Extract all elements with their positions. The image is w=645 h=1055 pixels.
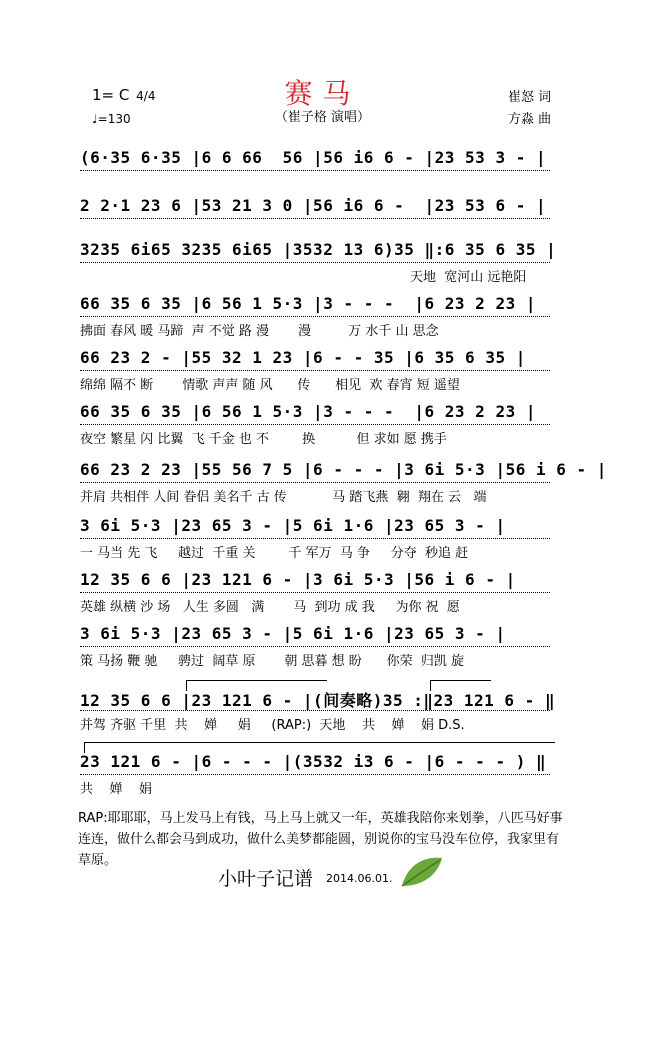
notes-line: (6·35 6·35 |6 6 66 56 |56 i6 6 - |23 53 3 - | (80, 148, 547, 167)
notes-line: 12 35 6 6 |23 121 6 - |3 6i 5·3 |56 i 6 - | (80, 570, 516, 589)
volta-bracket (430, 680, 491, 691)
rap-text: RAP:耶耶耶，马上发马上有钱，马上马上就又一年，英雄我陪你来划拳，八匹马好事连连，做什么都会马到成功，做什么美梦都能圆，别说你的宝马没车位停，我家里有草原。 (78, 811, 563, 868)
beam-line (80, 262, 550, 263)
notes-line: 23 121 6 - |6 - - - |(3532 i3 6 - |6 - - - ) ‖ (80, 752, 547, 771)
notes-line: 66 35 6 35 |6 56 1 5·3 |3 - - - |6 23 2 23 | (80, 402, 536, 421)
notes-line: 66 23 2 - |55 32 1 23 |6 - - 35 |6 35 6 35 | (80, 348, 526, 367)
lyrics-line: 并驾 齐驱 千里 共 婵 娟 (RAP:) 天地 共 婵 娟 D.S. (80, 718, 465, 733)
beam-line (80, 646, 550, 647)
lyrics-line: 拂面 春风 暖 马蹄 声 不觉 路 漫 漫 万 水千 山 思念 (80, 324, 439, 339)
notes-line: 66 23 2 23 |55 56 7 5 |6 - - - |3 6i 5·3 |56 i 6 - | (80, 460, 607, 479)
volta-bracket (84, 742, 555, 753)
lyrics-line: 一 马当 先 飞 越过 千重 关 千 军万 马 争 分夺 秒追 赶 (80, 546, 469, 561)
notes-line: 3 6i 5·3 |23 65 3 - |5 6i 1·6 |23 65 3 - | (80, 516, 506, 535)
notes-line: 2 2·1 23 6 |53 21 3 0 |56 i6 6 - |23 53 6 - | (80, 196, 547, 215)
beam-line (80, 710, 550, 711)
beam-line (80, 592, 550, 593)
beam-line (80, 370, 550, 371)
lyrics-line: 绵绵 隔不 断 情歌 声声 随 风 传 相见 欢 春宵 短 遥望 (80, 378, 460, 393)
beam-line (80, 316, 550, 317)
key-signature (92, 86, 155, 104)
leaf-icon (398, 852, 446, 892)
lyrics-line: 夜空 繁星 闪 比翼 飞 千金 也 不 换 但 求如 愿 携手 (80, 432, 447, 447)
lyrics-line: 策 马扬 鞭 驰 骋过 阔草 原 朝 思暮 想 盼 你荣 归凯 旋 (80, 654, 464, 669)
beam-line (80, 482, 550, 483)
beam-line (80, 538, 550, 539)
beam-line (80, 424, 550, 425)
beam-line (80, 218, 550, 219)
composer-credit: 方淼 曲 (508, 112, 552, 127)
time-signature: 4/4 (136, 89, 156, 103)
notes-line: 3235 6i65 3235 6i65 |3532 13 6)35 ‖:6 35 6 35 | (80, 240, 557, 259)
date: 2014.06.01. (326, 872, 393, 885)
page-title: 赛马 (284, 77, 361, 110)
lyrics-line: 天地 宽河山 远艳阳 (410, 270, 527, 285)
beam-line (80, 170, 550, 171)
subtitle: （崔子格 演唱） (274, 110, 371, 125)
lyrics-line: 英雄 纵横 沙 场 人生 多圆 满 马 到功 成 我 为你 祝 愿 (80, 600, 460, 615)
key-label: 1= C (92, 86, 130, 104)
notes-line: 66 35 6 35 |6 56 1 5·3 |3 - - - |6 23 2 23 | (80, 294, 536, 313)
signature: 小叶子记谱 (218, 868, 314, 890)
lyricist-credit: 崔怒 词 (508, 90, 552, 105)
notes-line: 3 6i 5·3 |23 65 3 - |5 6i 1·6 |23 65 3 - | (80, 624, 506, 643)
lyrics-line: 共 婵 娟 (80, 782, 153, 797)
tempo-mark: ♩=130 (92, 112, 131, 126)
volta-bracket (186, 680, 327, 691)
beam-line (80, 774, 550, 775)
lyrics-line: 并肩 共相伴 人间 眷侣 美名千 古 传 马 踏飞燕 翱 翔在 云 端 (80, 490, 487, 505)
notes-line: 12 35 6 6 |23 121 6 - |(间奏略)35 :‖23 121 6 - ‖ (80, 691, 556, 710)
